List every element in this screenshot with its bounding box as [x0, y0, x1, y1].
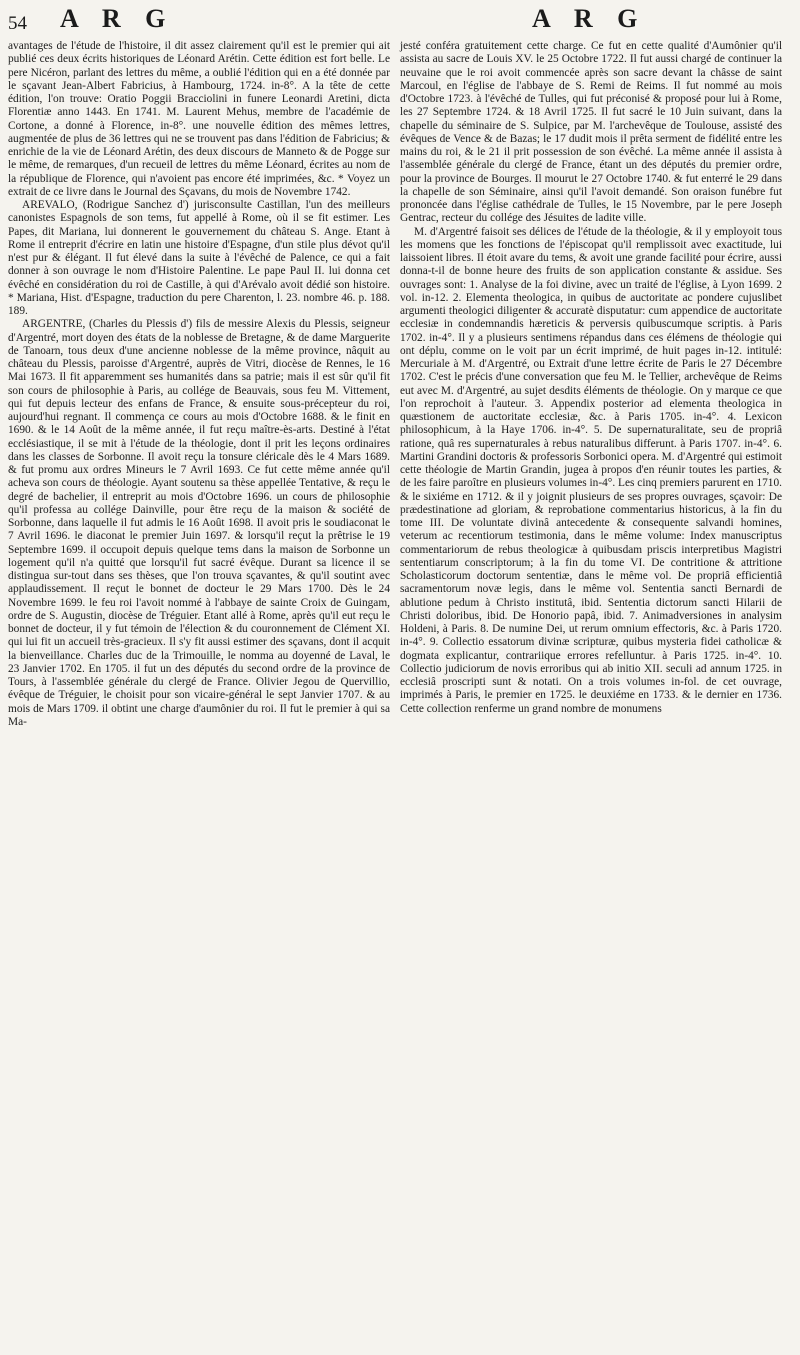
- running-head-left: A R G: [60, 4, 175, 33]
- page-header: [8, 4, 788, 34]
- text-columns: [8, 40, 788, 1351]
- entry-argentre: ARGENTRE, (Charles du Plessis d') fils de messire Alexis du Plessis, seigneur d'Argentré, mort doyen des états de la noblesse de Bretagne, & de dame Marguerite de Tanoarn, tous deux d'une ancienne noblesse de la même province, nâquit au château du Plessis, paroisse d'Argentré, auprès de Vitri, diocèse de Rennes, le 16 Mai 1673. Il fit apparemment ses humanités dans sa patrie; mais il est sûr qu'il fit son cours de philosophie à Paris, au collége de Beauvais, sous feu M. Vittement, qui fut depuis lecteur des enfans de France, & ensuite sous-précepteur du roi, aujourd'hui regnant. Il commença ce cours au mois d'Octobre 1688. & le finit en 1690. & le 14 Août de la même année, il fut reçu maître-ès-arts. Destiné à l'état ecclésiastique, il se mit à l'étude de la théologie, dont il prit les leçons ordinaires dans les classes de Sorbonne. Il avoit reçu la tonsure cléricale dès le 4 Mars 1689. & fut promu aux ordres Mineurs le 7 Avril 1693. Ce fut cette même année qu'il acheva son cours de théologie. Ayant soutenu sa thèse appellée Tentative, & reçu le degré de bachelier, il entreprit au mois d'Octobre 1696. un cours de philosophie qu'il professa au collége Dainville, pour être reçu de la maison & société de Sorbonne, dans laquelle il fut admis le 16 Août 1698. Il avoit pris le soudiaconat le 7 Avril 1696. le diaconat le premier Juin 1697. & lorsqu'il reçut la prêtrise le 19 Septembre 1699. il occupoit depuis quelque tems dans la maison de Sorbonne un logement qu'il n'a quitté que lorsqu'il fut sacré évêque. Durant sa licence il se distingua sur-tout dans ses thèses, que l'on trouva sçavantes, & qu'il soutint avec applaudissement. Il reçut le bonnet de docteur le 29 Mars 1700. Dès le 24 Novembre 1699. le feu roi l'avoit nommé à l'abbaye de sainte Croix de Guingam, ordre de S. Augustin, diocèse de Tréguier. Etant allé à Rome, après qu'il eut reçu le bonnet de docteur, il y fut témoin de l'élection & du couronnement de Clément XI. qui lui fit un accueil très-gracieux. Il s'y fit aussi estimer des sçavans, dont il acquit la bienveillance. Charles duc de la Trimouille, le nomma au doyenné de Laval, le 23 Janvier 1702. En 1705. il fut un des députés du second ordre de la province de Tours, à l'assemblée générale du clergé de France. Olivier Jegou de Quervillio, évêque de Tréguier, le choisit pour son vicaire-général le sept Janvier 1707. & au mois de Mars 1709. il obtint une charge d'aumônier du roi. Il fut le premier à qui sa Ma-: [8, 318, 390, 728]
- running-head-right: A R G: [532, 4, 647, 33]
- page-number: 54: [8, 13, 27, 34]
- paragraph-argentre-works: M. d'Argentré faisoit ses délices de l'étude de la théologie, & il y employoit tous les momens que les fonctions de l'épiscopat qu'il remplissoit avec exactitude, lui laissoient libres. Il étoit avare du tems, & avoit une grande facilité pour écrire, aussi donna-t-il de bonne heure des fruits de son application constante & assidue. Ses ouvrages sont: 1. Analyse de la foi divine, avec un traité de l'église, à Lyon 1699. 2 vol. in-12. 2. Elementa theologica, in quibus de auctoritate ac pondere cujuslibet argumenti theologici diligenter & accuratè disputatur: cum appendice de auctoritate ecclesiæ in condemnandis hæreticis & perversis quibuscumque scriptis. à Paris 1702. in-4°. Il y a plusieurs sentimens répandus dans ces élémens de théologie qui ont déplu, comme on le voit par un écrit imprimé, de huit pages in-12. intitulé: Mercuriale à M. d'Argentré, ou Extrait d'une lettre écrite de Paris le 27 Décembre 1702. C'est le précis d'une conversation que feu M. le Tellier, archevêque de Reims eut avec M. d'Argentré, au sujet desdits éléments de théologie. On y marque ce que l'on reprochoit à l'auteur. 3. Appendix posterior ad elementa theologica in quæstionem de auctoritate ecclesiæ, &c. à Paris 1705. in-4°. 4. Lexicon philosophicum, à la Haye 1706. in-4°. 5. De supernaturalitate, seu de propriâ ratione, quâ res supernaturales à rebus naturalibus differunt. à Paris 1707. in-4°. 6. Martini Grandini doctoris & professoris Sorbonici opera. M. d'Argentré qui estimoit cette théologie de Martin Grandin, jugea à propos d'en réunir toutes les parties, & de les faire paroître en plusieurs volumes in-4°. Les cinq premiers parurent en 1710. & le sixiéme en 1712. & il y joignit plusieurs de ses propres ouvrages, sçavoir: De prædestinatione ad gloriam, & reprobatione commentarius historicus, à la fin du tome III. De voluntate divinâ antecedente & consequente salvandi homines, veterum ac recentiorum testimonia, dans le même volume: Index manuscriptus commentariorum de rebus theologicæ à quibusdam priscis interpretibus Magistri sententiarum conscriptorum; à la fin du tome VI. De contritione & attritione Scholasticorum doctorum sententiæ, dans le même vol. De propriâ efficientiâ sacramentorum novæ legis, dans le même vol. Sententia sancti Bernardi de ablutione pedum à Christo institutâ, ibid. Sententia dictorum sancti Hilarii de Christi doloribus, ibid. De Honorio papâ, ibid. 7. Animadversiones in analysim Holdeni, à Paris. 8. De numine Dei, ut rerum omnium effectoris, &c. à Paris 1720. in-4°. 9. Collectio essatorum divinæ scripturæ, quibus mysteria fidei catholicæ & dogmata explicantur, contrariique errores refelluntur. à Paris 1725. in-4°. 10. Collectio judiciorum de novis erroribus qui ab initio XII. seculi ad annum 1725. in ecclesiâ proscripti sunt & notati. On a trois volumes in-fol. de cet ouvrage, imprimés à Paris, le premier en 1725. le deuxiéme en 1733. & le dernier en 1736. Cette collection renferme un grand nombre de monumens: [400, 225, 782, 715]
- paragraph-aretin-continued: avantages de l'étude de l'histoire, il dit assez clairement qu'il est le premier qui ait publié ces deux écrits historiques de Léonard Arétin. Cette édition est fort belle. Le pere Nicéron, parlant des lettres du même, a oublié l'édition qui en a été donnée par le sçavant Jean-Albert Fabricius, à Hambourg, 1724. in-8°. A la tête de cette édition, l'on trouve: Oratio Poggii Bracciolini in funere Leonardi Aretini, dicta Florentiæ anno 1443. En 1741. M. Laurent Mehus, membre de l'académie de Cortone, a donné à Florence, in-8°. une nouvelle édition des mêmes lettres, augmentée de plus de 36 lettres qui ne se trouvent pas dans l'édition de Fabricius; & enrichie de la vie de Léonard Arétin, des deux discours de Manneto & de Pogge sur le même, de remarques, d'un recueil de lettres du même Léonard, écrites au nom de la république de Florence, qui n'avoient pas encore été imprimées, &c. * Voyez un extrait de ce livre dans le Journal des Sçavans, du mois de Novembre 1742.: [8, 40, 390, 198]
- right-column: [400, 40, 782, 716]
- entry-arevalo: AREVALO, (Rodrigue Sanchez d') jurisconsulte Castillan, l'un des meilleurs canonistes Espagnols de son tems, fut appellé à Rome, où il se fit estimer. Les Papes, dit Mariana, lui donnerent le gouvernement du château S. Ange. Etant à Rome il entreprit d'écrire en latin une histoire d'Espagne, d'un stile plus dévot qu'il n'est pur & élégant. Il fut élevé dans la suite à l'évêché de Palence, ce qui a fait donner à son ouvrage le nom d'Histoire Palentine. Le pape Paul II. lui donna cet évêché en considération du roi de Castille, à qui d'Arévalo avoit dédié son histoire. * Mariana, Hist. d'Espagne, traduction du pere Charenton, l. 23. nombre 46. p. 188. 189.: [8, 199, 390, 317]
- left-column: [8, 40, 390, 729]
- paragraph-argentre-career: jesté conféra gratuitement cette charge. Ce fut en cette qualité d'Aumônier qu'il assista au sacre de Louis XV. le 25 Octobre 1722. Il fut aussi chargé de continuer la neuvaine que le roi avoit commencée après son sacre devant la châsse de saint Marcoul, en l'église de l'abbaye de S. Remi de Reims. Il fut nommé au mois d'Octobre 1723. à l'évêché de Tulles, qui fut préconisé & proposé pour lui à Rome, les 27 Septembre 1724. & 18 Avril 1725. Il fut sacré le 10 Juin suivant, dans la chapelle du séminaire de S. Sulpice, par M. l'archevêque de Toulouse, assisté des évêques de Vence & de Bazas; le 17 dudit mois il prêta serment de fidélité entre les mains du roi, & le 21 il prit possession de son évêché. La même année il assista à l'assemblée générale du clergé de France, étant un des députés du premier ordre, pour la province de Bourges. Il mourut le 27 Octobre 1740. & fut enterré le 29 dans la chapelle de son Séminaire, ainsi qu'il l'avoit demandé. Son oraison funébre fut prononcée dans l'église cathédrale de Tulles, le 15 Novembre, par le pere Joseph Gentrac, recteur du collége des Jésuites de ladite ville.: [400, 40, 782, 225]
